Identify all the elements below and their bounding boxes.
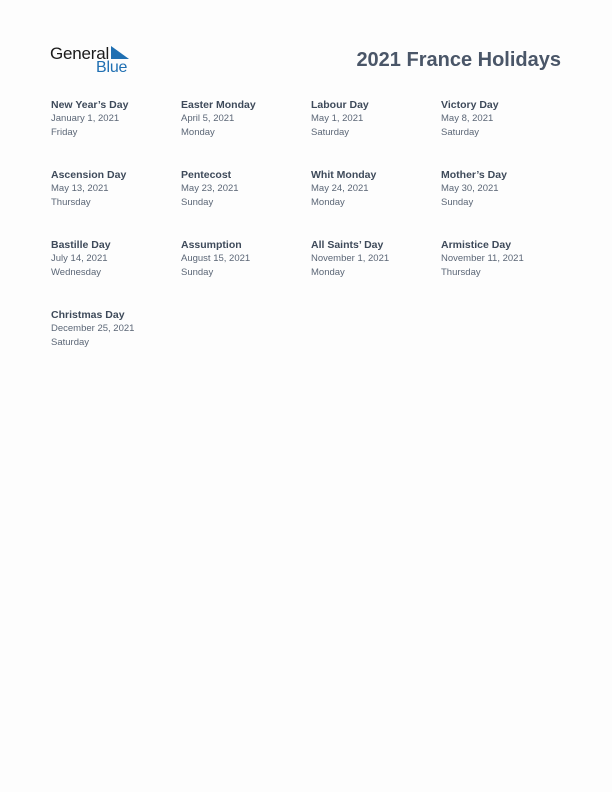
holiday-item (311, 98, 441, 168)
holiday-weekday: Sunday (181, 196, 214, 208)
holiday-item (181, 168, 311, 238)
holiday-item (441, 238, 571, 308)
holiday-weekday: Sunday (441, 196, 474, 208)
holiday-name: All Saints’ Day (311, 239, 384, 251)
holiday-item (51, 308, 181, 378)
holiday-date: May 13, 2021 (51, 183, 109, 194)
page-title: 2021 France Holidays (356, 49, 561, 71)
holiday-item (311, 168, 441, 238)
generalblue-logo (50, 44, 140, 80)
holiday-item (181, 238, 311, 308)
holiday-name: Labour Day (311, 99, 369, 111)
holiday-weekday: Monday (181, 126, 215, 138)
holiday-date: January 1, 2021 (51, 113, 120, 124)
holiday-name: Whit Monday (311, 169, 377, 181)
holiday-weekday: Wednesday (51, 266, 101, 278)
holiday-date: December 25, 2021 (51, 323, 135, 334)
holiday-weekday: Saturday (51, 336, 90, 348)
holiday-name: Bastille Day (51, 239, 111, 251)
holiday-weekday: Sunday (181, 266, 214, 278)
holiday-weekday: Saturday (311, 126, 350, 138)
holiday-name: Pentecost (181, 169, 232, 181)
holiday-name: Assumption (181, 239, 242, 251)
holiday-weekday: Monday (311, 196, 345, 208)
holiday-date: November 1, 2021 (311, 253, 390, 264)
logo-triangle-icon (111, 46, 129, 60)
holiday-name: Armistice Day (441, 239, 512, 251)
holiday-weekday: Friday (51, 126, 78, 138)
holiday-date: May 1, 2021 (311, 113, 364, 124)
holiday-name: Mother’s Day (441, 169, 507, 181)
holiday-date: July 14, 2021 (51, 253, 108, 264)
holiday-item (181, 98, 311, 168)
holiday-weekday: Monday (311, 266, 345, 278)
holiday-name: Easter Monday (181, 99, 256, 111)
holiday-name: Victory Day (441, 99, 499, 111)
holiday-date: May 8, 2021 (441, 113, 494, 124)
holiday-item (51, 238, 181, 308)
holiday-item (441, 98, 571, 168)
holiday-grid (51, 98, 571, 378)
holiday-weekday: Thursday (441, 266, 481, 278)
holiday-date: August 15, 2021 (181, 253, 251, 264)
holiday-name: Christmas Day (51, 309, 125, 321)
holiday-date: April 5, 2021 (181, 113, 235, 124)
holiday-item (441, 168, 571, 238)
holiday-name: Ascension Day (51, 169, 127, 181)
holiday-date: May 23, 2021 (181, 183, 239, 194)
holiday-date: November 11, 2021 (441, 253, 524, 264)
holiday-item (311, 238, 441, 308)
logo-general-text: General (50, 44, 110, 63)
holiday-date: May 24, 2021 (311, 183, 369, 194)
holiday-weekday: Saturday (441, 126, 480, 138)
holiday-item (51, 168, 181, 238)
holiday-item (51, 98, 181, 168)
holiday-date: May 30, 2021 (441, 183, 499, 194)
holiday-weekday: Thursday (51, 196, 91, 208)
logo-blue-text: Blue (96, 59, 128, 76)
holiday-name: New Year’s Day (51, 99, 129, 111)
